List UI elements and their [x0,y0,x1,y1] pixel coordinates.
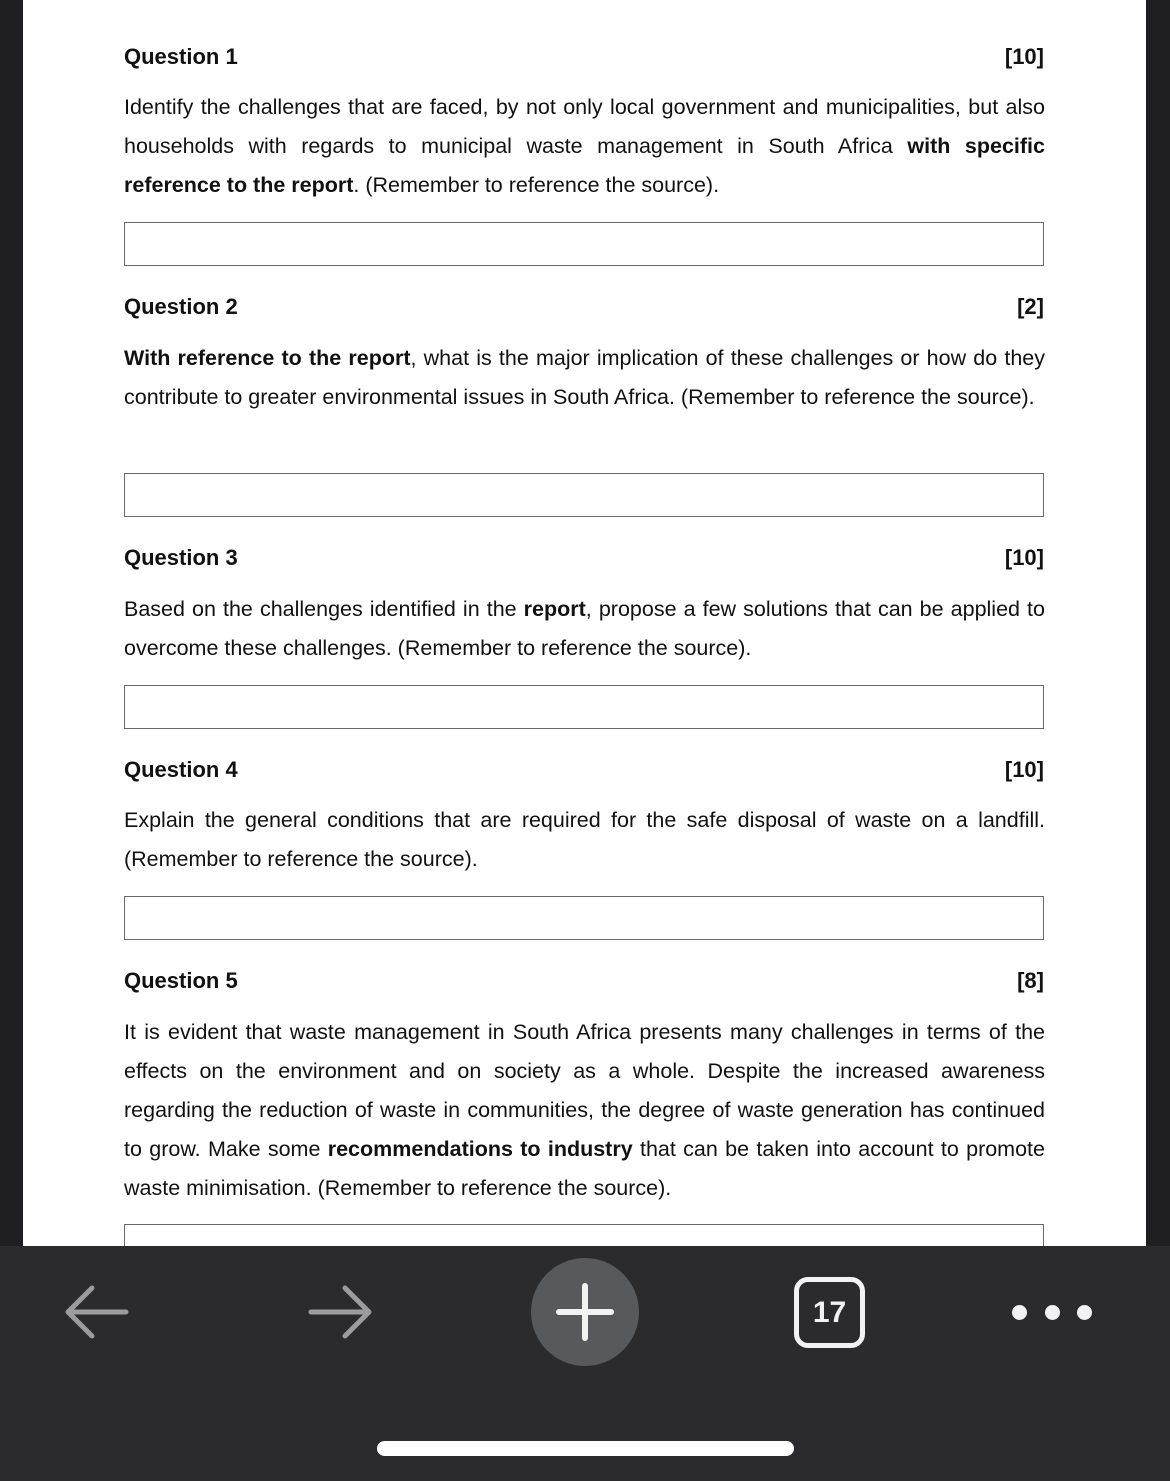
question-title: Question 1 [124,44,238,69]
question-text-bold: recommendations to industry [327,1137,633,1161]
tab-count: 17 [812,1295,847,1329]
arrow-right-icon [307,1282,377,1342]
question-text: Based on the challenges identified in the [124,597,524,621]
answer-box-5[interactable] [124,1224,1044,1246]
tabs-button[interactable] [794,1277,865,1348]
question-title: Question 3 [124,545,238,570]
forward-button[interactable] [302,1280,382,1344]
question-marks: [8] [1017,968,1044,993]
question-3-body [124,590,1045,668]
question-4-header [124,757,1044,783]
question-marks: [10] [1004,757,1044,782]
more-menu-button[interactable] [1012,1297,1092,1327]
question-4-body [124,801,1045,879]
question-text: Identify the challenges that are faced, by not only local government and municipalities, but also households with regards to municipal waste management in South Africa [124,95,1045,158]
question-5-body [124,1013,1045,1208]
question-text-bold: report [523,597,586,621]
question-marks: [2] [1017,294,1044,319]
question-1-header [124,44,1044,70]
back-button[interactable] [55,1280,135,1344]
document-page [23,0,1146,1246]
question-text: It is evident that waste management in South Africa presents many challenges in terms of the effects on the environment and on society as a whole. Despite the increased awareness regarding the reduction of waste in communities, the degree of waste generation has continued to grow. Make some [124,1020,1045,1161]
question-title: Question 2 [124,294,238,319]
arrow-left-icon [60,1282,130,1342]
answer-box-1[interactable] [124,222,1044,266]
question-text-bold: with specific reference to the report [124,134,1045,197]
question-text: that can be taken into account to promote waste minimisation. (Remember to reference the source). [124,1137,1045,1200]
question-title: Question 4 [124,757,238,782]
ellipsis-icon [1045,1305,1060,1320]
question-marks: [10] [1004,545,1044,570]
question-2-body [124,339,1045,417]
answer-box-4[interactable] [124,896,1044,940]
new-tab-button[interactable] [531,1258,639,1366]
question-text: . (Remember to reference the source). [353,173,720,197]
question-text: , propose a few solutions that can be applied to overcome these challenges. (Remember to reference the source). [124,597,1045,660]
home-indicator[interactable] [377,1441,794,1456]
browser-toolbar [0,1246,1170,1481]
ellipsis-icon [1077,1305,1092,1320]
answer-box-2[interactable] [124,473,1044,517]
question-marks: [10] [1004,44,1044,69]
question-2-header [124,294,1044,320]
ellipsis-icon [1012,1305,1027,1320]
question-text: Explain the general conditions that are required for the safe disposal of waste on a landfill. (Remember to reference the source). [124,808,1045,871]
plus-icon [555,1282,615,1342]
question-1-body [124,88,1045,205]
question-3-header [124,545,1044,571]
question-text-bold: With reference to the report [124,346,411,370]
answer-box-3[interactable] [124,685,1044,729]
question-5-header [124,968,1044,994]
question-text: , what is the major implication of these challenges or how do they contribute to greater environmental issues in South Africa. (Remember to reference the source). [124,346,1045,409]
question-title: Question 5 [124,968,238,993]
